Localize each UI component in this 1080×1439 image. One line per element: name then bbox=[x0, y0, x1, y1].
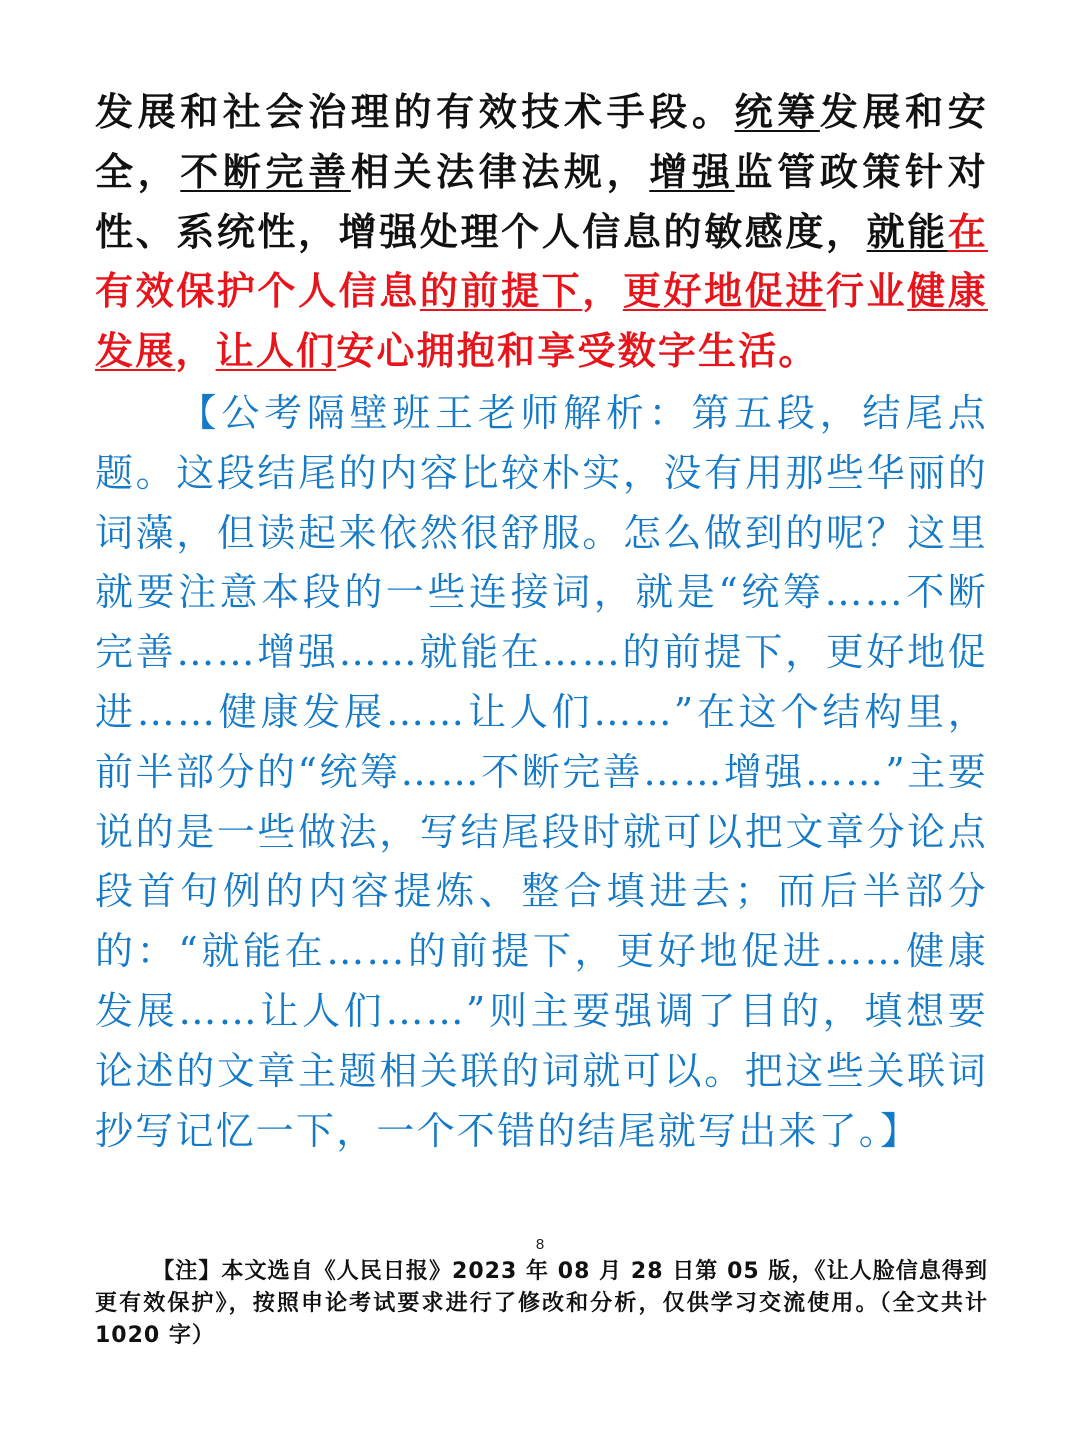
article-text: 相关法律法规， bbox=[350, 148, 650, 194]
red-highlight-text: 有效保护个人信息 bbox=[95, 268, 420, 314]
red-highlight-text: 行业 bbox=[825, 268, 908, 314]
red-highlight-text: 安心拥抱和享受数字生活。 bbox=[336, 328, 819, 374]
source-footnote: 【注】本文选自《人民日报》2023 年 08 月 28 日第 05 版，《让人脸信息得到更有效保护》，按照申论考试要求进行了修改和分析，仅供学习交流使用。（全文共计 1020 字） bbox=[95, 1259, 988, 1348]
underlined-keyword: 增强 bbox=[649, 148, 735, 194]
red-underlined-keyword: 让人们 bbox=[215, 328, 337, 374]
underlined-keyword: 统筹 bbox=[734, 89, 820, 134]
red-highlight-text: ， bbox=[175, 328, 216, 374]
red-highlight-text: ， bbox=[582, 268, 623, 314]
article-text: 发展和安全， bbox=[95, 89, 988, 194]
red-underlined-keyword: 的前提下 bbox=[419, 268, 583, 314]
red-underlined-keyword: 在 bbox=[947, 208, 988, 254]
red-underlined-keyword: 健康发展 bbox=[95, 268, 988, 374]
article-paragraph bbox=[95, 82, 988, 381]
article-text: 监管政策针对性、系统性，增强处理个人信息的敏感度， bbox=[95, 148, 988, 254]
article-text: 发展和社会治理的有效技术手段。 bbox=[95, 89, 735, 134]
red-underlined-keyword: 更好地促进 bbox=[622, 268, 826, 314]
underlined-keyword: 不断完善 bbox=[180, 148, 351, 194]
underlined-keyword: 就能 bbox=[866, 208, 948, 254]
teacher-analysis-paragraph: 【公考隔壁班王老师解析：第五段，结尾点题。这段结尾的内容比较朴实，没有用那些华丽的词藻，但读起来依然很舒服。怎么做到的呢？这里就要注意本段的一些连接词，就是“统筹……不断完善……增强……就能在……的前提下，更好地促进……健康发展……让人们……”在这个结构里，前半部分的“统筹……不断完善……增强……”主要说的是一些做法，写结尾段时就可以把文章分论点段首句例的内容提炼、整合填进去；而后半部分的：“就能在……的前提下，更好地促进……健康发展……让人们……”则主要强调了目的，填想要论述的文章主题相关联的词就可以。把这些关联词抄写记忆一下，一个不错的结尾就写出来了。】 bbox=[95, 391, 988, 1153]
page-number: 8 bbox=[535, 1236, 545, 1253]
